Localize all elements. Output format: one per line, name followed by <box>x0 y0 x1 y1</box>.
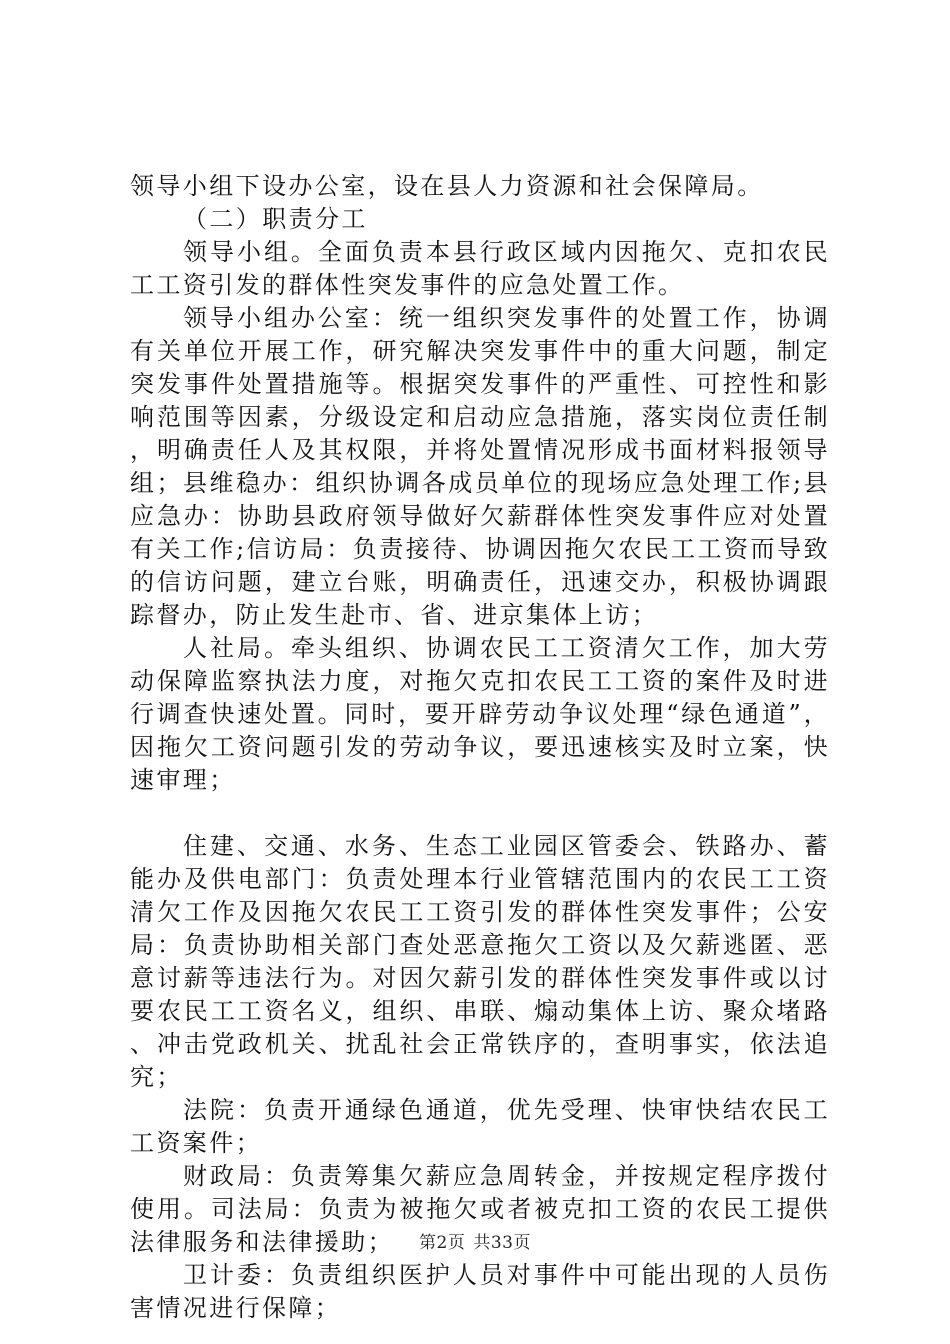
document-body <box>130 170 830 1325</box>
section-heading-duties: （二）职责分工 <box>183 205 368 233</box>
paragraph-finance-justice: 财政局：负责筹集欠薪应急周转金，并按规定程序拨付使用。司法局：负责为被拖欠或者被克扣工资的农民工提供法律服务和法律援助； <box>130 1162 830 1256</box>
blank-line <box>130 797 830 830</box>
page-total: 共33页 <box>473 1233 531 1253</box>
paragraph-court: 法院：负责开通绿色通道，优先受理、快审快结农民工工资案件； <box>130 1096 830 1157</box>
paragraph-group-office: 领导小组办公室：统一组织突发事件的处置工作，协调有关单位开展工作，研究解决突发事件中的重大问题，制定突发事件处置措施等。根据突发事件的严重性、可控性和影响范围等因素，分级设定和启动应急措施，落实岗位责任制，明确责任人及其权限，并将处置情况形成书面材料报领导组；县维稳办：组织协调各成员单位的现场应急处理工作;县应急办：协助县政府领导做好欠薪群体性突发事件应对处置有关工作;信访局：负责接待、协调因拖欠农民工工资而导致的信访问题，建立台账，明确责任，迅速交办，积极协调跟踪督办，防止发生赴市、省、进京集体上访； <box>130 304 830 629</box>
paragraph-health-committee: 卫计委：负责组织医护人员对事件中可能出现的人员伤害情况进行保障； <box>130 1261 830 1322</box>
paragraph-construction-police: 住建、交通、水务、生态工业园区管委会、铁路办、蓄能办及供电部门：负责处理本行业管辖范围内的农民工工资清欠工作及因拖欠农民工工资引发的群体性突发事件；公安局：负责协助相关部门查处恶意拖欠工资以及欠薪逃匿、恶意讨薪等违法行为。对因欠薪引发的群体性突发事件或以讨要农民工工资名义，组织、串联、煽动集体上访、聚众堵路、冲击党政机关、扰乱社会正常铁序的，查明事实，依法追究； <box>130 832 830 1091</box>
paragraph-office-setup: 领导小组下设办公室，设在县人力资源和社会保障局。 <box>130 172 764 200</box>
page-number: 第2页 <box>419 1233 466 1253</box>
paragraph-leading-group: 领导小组。全面负责本县行政区域内因拖欠、克扣农民工工资引发的群体性突发事件的应急处置工作。 <box>130 238 830 299</box>
page-footer <box>0 1228 950 1253</box>
paragraph-hr-bureau: 人社局。牵头组织、协调农民工工资清欠工作，加大劳动保障监察执法力度，对拖欠克扣农民工工资的案件及时进行调查快速处置。同时，要开辟劳动争议处理“绿色通道”，因拖欠工资问题引发的劳动争议，要迅速核实及时立案，快速审理； <box>130 634 830 794</box>
